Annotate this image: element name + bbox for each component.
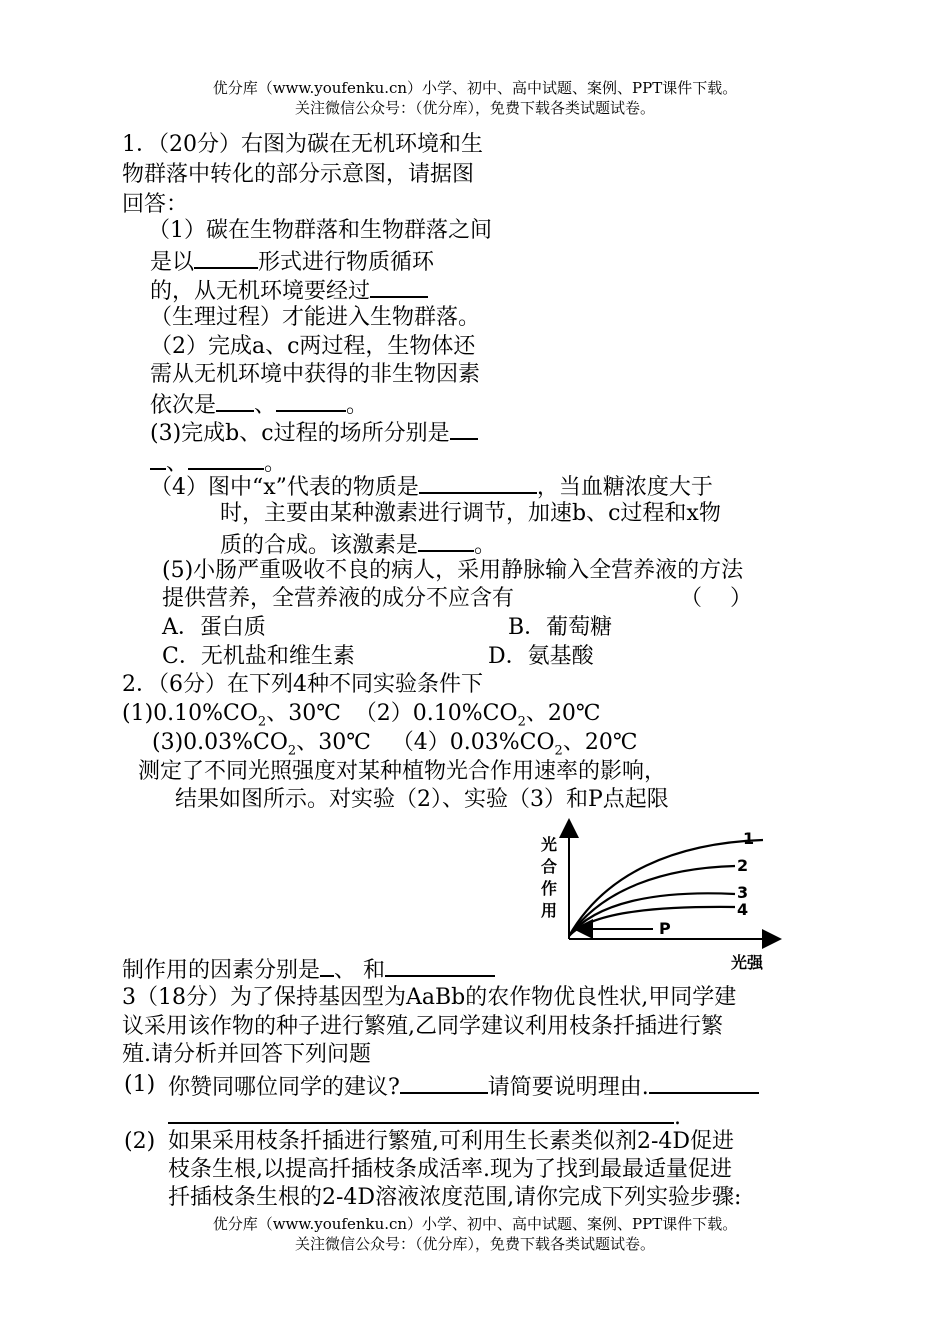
- y-axis-label-char: 作: [541, 879, 558, 898]
- q3-part2-line-3: 扦插枝条生根的2-4D溶液浓度范围,请你完成下列实验步骤:: [168, 1185, 742, 1210]
- option-c: C．无机盐和维生素: [162, 644, 355, 669]
- q1-part2-line-1: （2）完成a、c两过程，生物体还: [150, 334, 476, 359]
- y-axis-label-char: 光: [541, 835, 558, 854]
- q3-line-2: 议采用该作物的种子进行繁殖,乙同学建议利用枝条扦插进行繁: [122, 1014, 723, 1039]
- q2-conditions-2: $(3)0.03\%CO_2$、30℃ $(4)0.03\%CO_2$、20℃: [152, 730, 638, 759]
- q2-line-1: 2．（6分）在下列4种不同实验条件下: [122, 672, 483, 697]
- q1-part2-line-2: 需从无机环境中获得的非生物因素: [150, 362, 481, 387]
- q2-line-5: 结果如图所示。对实验（2）、实验（3）和P点起限: [175, 787, 669, 812]
- answer-blank: [400, 1070, 488, 1094]
- option-a: A．蛋白质: [162, 615, 266, 640]
- q1-part4-line-1: （4）图中“x”代表的物质是 ，当血糖浓度大于: [150, 470, 713, 503]
- answer-blank: [450, 416, 478, 440]
- q3-part1-number: (1): [124, 1072, 156, 1097]
- header-line-2: 关注微信公众号：（优分库），免费下载各类试题试卷。: [294, 99, 655, 117]
- q3-part2-number: (2): [124, 1129, 156, 1154]
- x-axis-label: 光强: [731, 953, 764, 972]
- option-d: D．氨基酸: [488, 644, 594, 669]
- q1-part1-line-2: 是以 形式进行物质循环: [150, 245, 434, 278]
- q2-line-4: 测定了不同光照强度对某种植物光合作用速率的影响，: [138, 759, 667, 784]
- curve-label-4: 4: [737, 900, 749, 919]
- q1-part4-line-3: 质的合成。该激素是 。: [220, 528, 496, 561]
- q1-part1-line-1: （1）碳在生物群落和生物群落之间: [148, 218, 492, 243]
- q3-part2-line-2: 枝条生根,以提高扦插枝条成活率.现为了找到最最适量促进: [168, 1157, 732, 1182]
- q2-line-6: 制作用的因素分别是 、 和: [122, 953, 495, 986]
- q1-part5-line-2: 提供营养，全营养液的成分不应含有: [162, 586, 515, 611]
- answer-blank: [370, 274, 428, 298]
- curve-2: [569, 866, 735, 936]
- q1-line-1: 1．（20分）右图为碳在无机环境和生: [122, 132, 483, 157]
- curve-4: [569, 907, 735, 936]
- q1-part1-line-3: 的，从无机环境要经过: [150, 274, 428, 307]
- answer-blank: [216, 388, 254, 412]
- q1-part1-line-4: （生理过程）才能进入生物群落。: [150, 305, 481, 330]
- answer-blank: [385, 953, 495, 977]
- photosynthesis-chart: [535, 818, 785, 978]
- answer-blank: [320, 953, 334, 977]
- curve-label-3: 3: [737, 883, 749, 902]
- y-axis-label-char: 用: [541, 901, 558, 920]
- q1-line-2: 物群落中转化的部分示意图，请据图: [122, 162, 475, 187]
- q2-conditions-1: $(1)0.10\%CO_2$、30℃ $(2)0.10\%CO_2$、20℃: [122, 701, 601, 730]
- answer-blank: [168, 1100, 674, 1124]
- y-axis-label-char: 合: [541, 857, 558, 876]
- answer-blank: [649, 1070, 759, 1094]
- q1-part5-line-1: (5)小肠严重吸收不良的病人，采用静脉输入全营养液的方法: [162, 558, 744, 583]
- header-line-1: 优分库（www.youfenku.cn）小学、初中、高中试题、案例、PPT课件下载。: [212, 79, 738, 97]
- q1-part3-line-1: (3)完成b、c过程的场所分别是: [150, 416, 478, 449]
- q3-part1-line-2: .: [168, 1100, 681, 1133]
- curve-label-1: 1: [743, 829, 755, 848]
- q3-part1-line-1: 你赞同哪位同学的建议? 请简要说明理由.: [168, 1070, 759, 1103]
- answer-blank: [194, 245, 258, 269]
- answer-blank: [150, 446, 166, 470]
- q3-part2-line-1: 如果采用枝条扦插进行繁殖,可利用生长素类似剂2-4D促进: [168, 1129, 735, 1154]
- footer-line-2: 关注微信公众号：（优分库），免费下载各类试题试卷。: [294, 1235, 655, 1253]
- q1-part3-line-2: 、 。: [150, 446, 286, 479]
- answer-blank: [418, 528, 474, 552]
- option-b: B．葡萄糖: [508, 615, 613, 640]
- footer-line-1: 优分库（www.youfenku.cn）小学、初中、高中试题、案例、PPT课件下载。: [212, 1215, 738, 1233]
- q3-line-3: 殖.请分析并回答下列问题: [122, 1042, 371, 1067]
- q1-part4-line-2: 时，主要由某种激素进行调节，加速b、c过程和x物: [220, 501, 721, 526]
- answer-blank: [419, 470, 537, 494]
- answer-paren: （ ）: [680, 586, 752, 611]
- q1-part2-line-3: 依次是 、 。: [150, 388, 368, 421]
- answer-blank: [276, 388, 346, 412]
- point-p-label: P: [659, 919, 671, 938]
- q3-line-1: 3（18分）为了保持基因型为AaBb的农作物优良性状,甲同学建: [122, 985, 737, 1010]
- curve-label-2: 2: [737, 856, 749, 875]
- answer-blank: [188, 446, 264, 470]
- q1-line-3: 回答：: [122, 192, 189, 217]
